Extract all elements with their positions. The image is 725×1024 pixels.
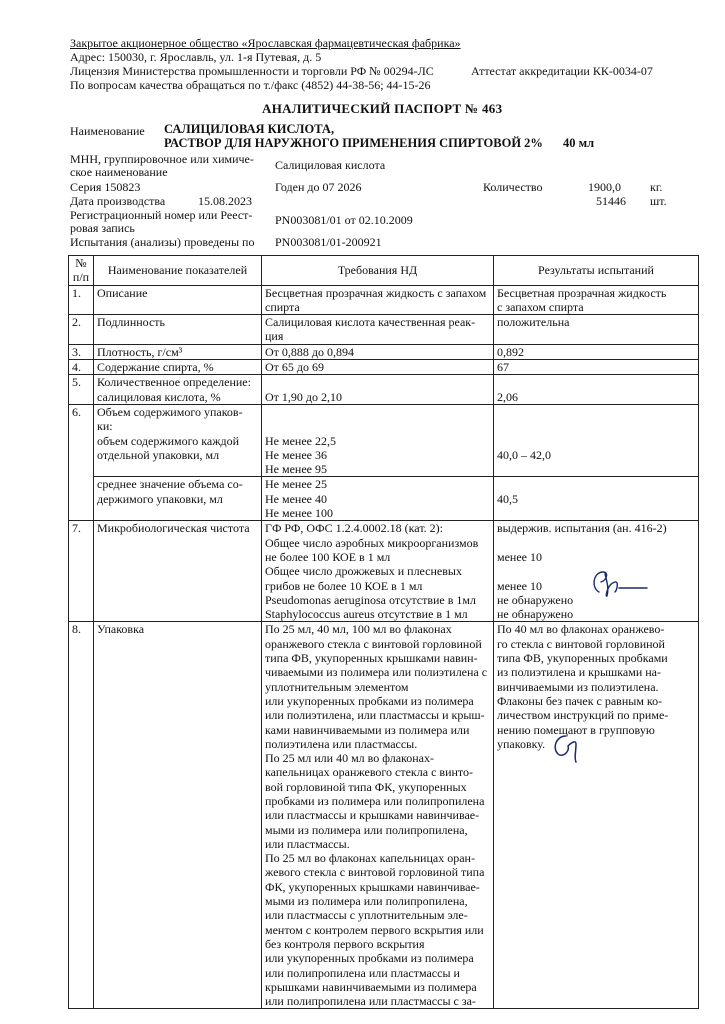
- indicator-line: держимого упаковки, мл: [97, 491, 223, 506]
- row-requirement: [262, 477, 494, 521]
- row-requirement: [262, 404, 494, 476]
- req-line: Не менее 22,5: [265, 433, 336, 448]
- req-line: ция: [265, 329, 284, 344]
- res-line: 40,5: [497, 491, 518, 506]
- header-num: [69, 256, 94, 286]
- req-line: спирта: [265, 299, 300, 314]
- handwritten-initials: [585, 562, 655, 602]
- req-line: По 25 мл или 40 мл во флаконах-: [265, 751, 435, 766]
- product-name-line1: САЛИЦИЛОВАЯ КИСЛОТА,: [164, 122, 335, 136]
- row-indicator: Описание: [94, 285, 262, 315]
- row-num: 7.: [69, 521, 94, 622]
- quantity-label: Количество: [483, 180, 543, 194]
- res-line: личеством инструкций по приме-: [497, 708, 669, 723]
- req-line: крышками навинчиваемыми из полимера: [265, 979, 477, 994]
- req-line: По 25 мл, 40 мл, 100 мл во флаконах: [265, 622, 452, 637]
- req-line: Не менее 100: [265, 506, 333, 521]
- req-line: Pseudomonas aeruginosa отсутствие в 1мл: [265, 592, 477, 607]
- company-address: Адрес: 150030, г. Ярославль, ул. 1-я Путевая, д. 5: [70, 50, 322, 64]
- req-line: мыми из полимера или полипропилена,: [265, 894, 468, 909]
- req-line: Не менее 36: [265, 447, 327, 462]
- table-header-row: [69, 256, 699, 286]
- row-indicator: [94, 404, 262, 476]
- row-requirement: От 0,888 до 0,894: [262, 344, 494, 359]
- res-line: го стекла с винтовой горловиной: [497, 636, 665, 651]
- req-line: Общее число аэробных микроорганизмов: [265, 535, 479, 550]
- req-line: Staphylococcus aureus отсутствие в 1 мл: [265, 607, 468, 622]
- quantity-pcs: 51446: [596, 194, 626, 208]
- license-text: Лицензия Министерства промышленности и торговли РФ № 00294-ЛС: [70, 64, 434, 78]
- unit-pcs: шт.: [650, 194, 667, 208]
- row-result: [494, 477, 699, 521]
- quantity-kg: 1900,0: [588, 180, 621, 194]
- row-requirement: [262, 285, 494, 315]
- req-line: вой горловиной типа ФК, укупоренных: [265, 779, 467, 794]
- indicator-line: ки:: [97, 419, 113, 434]
- analysis-table: [68, 255, 699, 1009]
- req-line: Не менее 25: [265, 477, 327, 492]
- res-line: менее 10: [497, 578, 542, 593]
- req-line: Не менее 40: [265, 491, 327, 506]
- row-indicator: Содержание спирта, %: [94, 360, 262, 375]
- document-title: АНАЛИТИЧЕСКИЙ ПАСПОРТ № 463: [262, 101, 503, 116]
- res-line: 2,06: [497, 389, 518, 404]
- row-requirement: От 65 до 69: [262, 360, 494, 375]
- row-num: 5.: [69, 375, 94, 405]
- row-indicator: Подлинность: [94, 315, 262, 345]
- res-line: упаковку.: [497, 736, 546, 751]
- row-requirement: [262, 622, 494, 1009]
- indicator-line: салициловая кислота, %: [97, 389, 221, 404]
- quality-contact: По вопросам качества обращаться по т./факс (4852) 44-38-56; 44-15-26: [70, 78, 431, 92]
- res-line: не обнаружено: [497, 607, 574, 622]
- res-line: выдержив. испытания (ан. 416-2): [497, 521, 667, 536]
- req-line: или пластмассы.: [265, 836, 350, 851]
- table-row: [69, 285, 699, 315]
- inn-label-line2: ское наименование: [70, 165, 168, 179]
- req-line: капельницах оранжевого стекла с винто-: [265, 765, 473, 780]
- product-volume: 40 мл: [563, 136, 595, 150]
- registration-value: PN003081/01 от 02.10.2009: [275, 213, 413, 227]
- row-result: [494, 285, 699, 315]
- res-line: типа ФВ, укупоренных пробками: [497, 651, 668, 666]
- req-line: полиэтилена или пластмассы.: [265, 736, 418, 751]
- table-row: [69, 360, 699, 375]
- product-name-label: Наименование: [70, 124, 145, 138]
- req-line: не более 100 КОЕ в 1 мл: [265, 549, 391, 564]
- req-line: оранжевого стекла с винтовой горловиной: [265, 636, 482, 651]
- row-num: 4.: [69, 360, 94, 375]
- registration-label-line1: Регистрационный номер или Реест-: [70, 208, 253, 222]
- inn-label-line1: МНН, группировочное или химиче-: [70, 152, 254, 166]
- header-indicator: Наименование показателей: [94, 256, 262, 286]
- row-result: 67: [494, 360, 699, 375]
- req-line: типа ФВ, укупоренных крышками навин-: [265, 651, 478, 666]
- header-results: Результаты испытаний: [494, 256, 699, 286]
- table-row: [69, 315, 699, 345]
- row-indicator: Микробиологическая чистота: [94, 521, 262, 622]
- table-row: [69, 404, 699, 476]
- req-line: Общее число дрожжевых и плесневых: [265, 564, 462, 579]
- handwritten-signature: [546, 728, 596, 768]
- row-num: 6.: [69, 404, 94, 520]
- row-indicator: [94, 375, 262, 405]
- req-line: без контроля первого вскрытия: [265, 936, 425, 951]
- req-line: или полипропилена или пластмассы с за-: [265, 994, 476, 1009]
- row-indicator: Упаковка: [94, 622, 262, 1009]
- indicator-line: среднее значение объема со-: [97, 477, 243, 492]
- res-line: Флаконы без пачек с равным ко-: [497, 693, 663, 708]
- res-line: 40,0 – 42,0: [497, 447, 551, 462]
- accreditation-text: Аттестат аккредитации КК-0034-07: [471, 64, 653, 78]
- inn-value: Салициловая кислота: [275, 158, 386, 172]
- row-result: положительна: [494, 315, 699, 345]
- req-line: ментом с контролем первого вскрытия или: [265, 922, 484, 937]
- product-name-line2: РАСТВОР ДЛЯ НАРУЖНОГО ПРИМЕНЕНИЯ СПИРТОВОЙ 2%: [164, 136, 543, 150]
- header-requirements: Требования НД: [262, 256, 494, 286]
- header-num-line1: №: [75, 256, 87, 270]
- row-result: 0,892: [494, 344, 699, 359]
- req-line: пробками из полимера или полипропилена: [265, 793, 485, 808]
- res-line: нению помещают в групповую: [497, 722, 655, 737]
- res-line: Бесцветная прозрачная жидкость: [497, 285, 667, 300]
- registration-label-line2: ровая запись: [70, 221, 135, 235]
- res-line: винчиваемыми из полиэтилена.: [497, 679, 659, 694]
- series: Серия 150823: [70, 180, 141, 194]
- res-line: не обнаружено: [497, 592, 574, 607]
- req-line: или полиэтилена, или пластмассы и крыш-: [265, 708, 485, 723]
- table-row: [69, 375, 699, 405]
- indicator-line: отдельной упаковки, мл: [97, 447, 220, 462]
- row-num: 8.: [69, 622, 94, 1009]
- header-num-line2: п/п: [72, 270, 90, 285]
- req-line: ФК, укупоренных крышками навинчивае-: [265, 879, 480, 894]
- company-name: Закрытое акционерное общество «Ярославская фармацевтическая фабрика»: [70, 36, 461, 50]
- req-line: или пластмассы с уплотнительным эле-: [265, 908, 468, 923]
- row-result: [494, 622, 699, 1009]
- req-line: Бесцветная прозрачная жидкость с запахом: [265, 285, 487, 300]
- res-line: с запахом спирта: [497, 299, 584, 314]
- production-date: 15.08.2023: [198, 194, 252, 208]
- req-line: жевого стекла с винтовой горловиной типа: [265, 865, 485, 880]
- indicator-line: Объем содержимого упаков-: [97, 404, 243, 419]
- req-line: уплотнительным элементом: [265, 679, 409, 694]
- req-line: Салициловая кислота качественная реак-: [265, 315, 476, 330]
- indicator-line: объем содержимого каждой: [97, 433, 240, 448]
- table-row: [69, 622, 699, 1009]
- req-line: или пластмассы и крышками навинчивае-: [265, 808, 480, 823]
- res-line: из полиэтилена и крышками на-: [497, 665, 662, 680]
- req-line: или укупоренных пробками из полимера: [265, 693, 474, 708]
- indicator-line: Количественное определение:: [97, 375, 251, 390]
- unit-kg: кг.: [650, 180, 663, 194]
- row-num: 1.: [69, 285, 94, 315]
- row-num: 2.: [69, 315, 94, 345]
- row-num: 3.: [69, 344, 94, 359]
- row-indicator: Плотность, г/см³: [94, 344, 262, 359]
- row-indicator: [94, 477, 262, 521]
- req-line: ками навинчиваемыми из полимера или: [265, 722, 470, 737]
- req-line: или полипропилена или пластмассы и: [265, 965, 460, 980]
- expiry-date: Годен до 07 2026: [275, 180, 362, 194]
- table-row: [69, 477, 699, 521]
- req-line: чиваемыми из полимера или полиэтилена с: [265, 665, 488, 680]
- row-requirement: [262, 315, 494, 345]
- row-result: [494, 404, 699, 476]
- req-line: ГФ РФ, ОФС 1.2.4.0002.18 (кат. 2):: [265, 521, 443, 536]
- res-line: По 40 мл во флаконах оранжево-: [497, 622, 665, 637]
- req-line: От 1,90 до 2,10: [265, 389, 343, 404]
- row-requirement: [262, 521, 494, 622]
- req-line: или укупоренных пробками из полимера: [265, 951, 474, 966]
- req-line: Не менее 95: [265, 462, 327, 477]
- row-result: [494, 375, 699, 405]
- tests-label: Испытания (анализы) проведены по: [70, 235, 255, 249]
- req-line: мыми из полимера или полипропилена,: [265, 822, 468, 837]
- req-line: грибов не более 10 КОЕ в 1 мл: [265, 578, 423, 593]
- res-line: менее 10: [497, 549, 542, 564]
- row-requirement: [262, 375, 494, 405]
- table-row: [69, 344, 699, 359]
- tests-value: PN003081/01-200921: [275, 235, 382, 249]
- production-date-label: Дата производства: [70, 194, 166, 208]
- req-line: По 25 мл во флаконах капельницах оран-: [265, 851, 475, 866]
